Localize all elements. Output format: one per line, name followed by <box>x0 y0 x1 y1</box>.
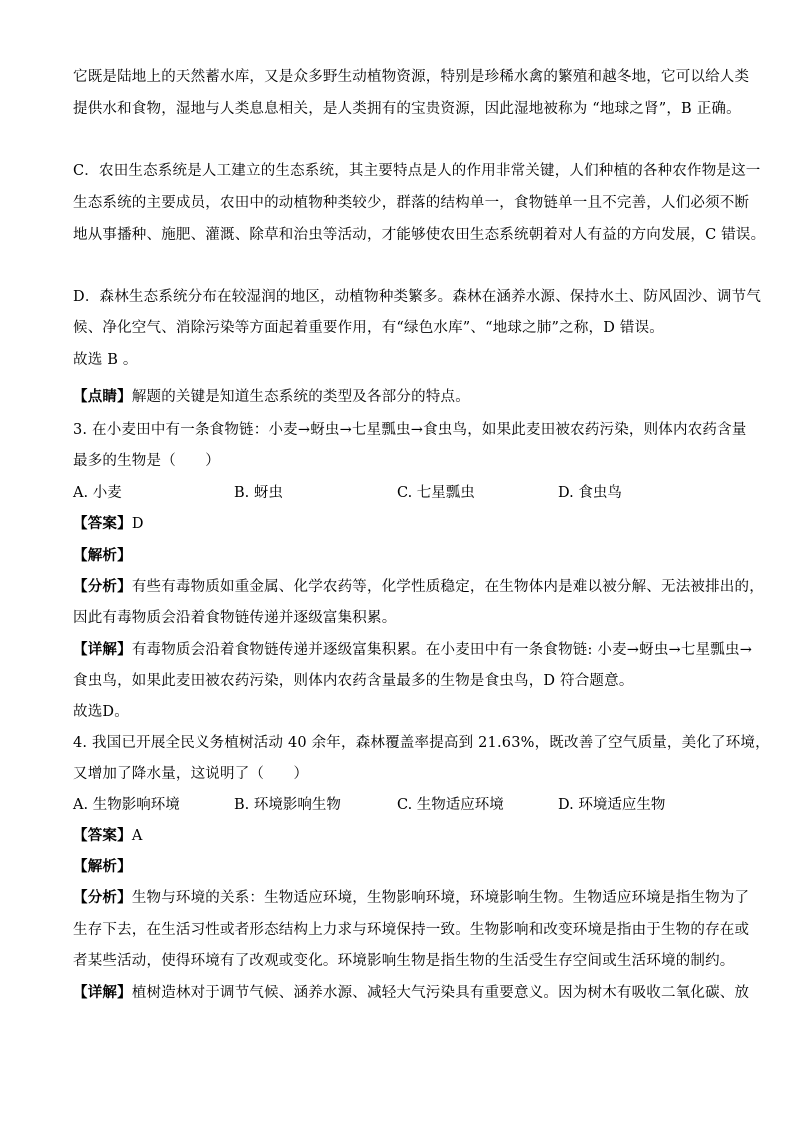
q2-tip-text: 解题的关键是知道生态系统的类型及各部分的特点。 <box>131 389 470 405</box>
q3-choice: 故选D。 <box>73 704 129 720</box>
q4-option-c: C. 生物适应环境 <box>397 797 504 813</box>
q3-xiangjie-tag: 【详解】 <box>73 641 132 658</box>
q3-xiangjie-text-1: 有毒物质会沿着食物链传递并逐级富集积累。在小麦田中有一条食物链: 小麦→蚜虫→七星瓢虫→ <box>131 642 753 658</box>
q4-answer <box>73 826 142 846</box>
q4-analysis-tag: 【解析】 <box>73 858 132 875</box>
para-d-line-1: D．森林生态系统分布在较湿润的地区，动植物种类繁多。森林在涵养水源、保持水土、防风固沙、调节气 <box>73 289 762 305</box>
q3-fenxi-line-2: 因此有毒物质会沿着食物链传递并逐级富集积累。 <box>73 610 397 626</box>
q4-fenxi-line-1 <box>73 888 749 908</box>
para-c-line-1: C．农田生态系统是人工建立的生态系统，其主要特点是人的作用非常关键，人们种植的各种农作物是这一 <box>73 163 761 179</box>
para-b-line-1: 它既是陆地上的天然蓄水库，又是众多野生动植物资源，特别是珍稀水禽的繁殖和越冬地，它可以给人类 <box>73 69 750 85</box>
para-d-line-2: 候、净化空气、消除污染等方面起着重要作用，有“绿色水库”、“地球之肺”之称，D 错误。 <box>73 320 664 336</box>
q4-answer-value: A <box>131 828 143 844</box>
q3-answer-value: D <box>131 516 144 532</box>
q4-fenxi-line-3: 者某些活动，使得环境有了改观或变化。环境影响生物是指生物的生活受生存空间或生活环境的制约。 <box>73 953 735 969</box>
q3-analysis-tag: 【解析】 <box>73 547 132 564</box>
q4-xiangjie-tag: 【详解】 <box>73 984 132 1001</box>
q4-fenxi-line-2: 生存下去，在生活习性或者形态结构上力求与环境保持一致。生物影响和改变环境是指由于生物的存在或 <box>73 922 750 938</box>
q4-fenxi-text-1: 生物与环境的关系：生物适应环境，生物影响环境，环境影响生物。生物适应环境是指生物为了 <box>131 890 750 906</box>
q3-option-c: C. 七星瓢虫 <box>397 485 475 501</box>
q4-fenxi-tag: 【分析】 <box>73 889 132 906</box>
q3-option-a: A. 小麦 <box>73 485 122 501</box>
q3-answer-tag: 【答案】 <box>73 515 132 532</box>
q3-option-b: B. 蚜虫 <box>234 485 283 501</box>
q4-stem-line-1: 4. 我国已开展全民义务植树活动 40 余年，森林覆盖率提高到 21.63%，既改善了空气质量，美化了环境， <box>73 735 770 751</box>
q3-xiangjie-line-1 <box>73 640 752 660</box>
q4-option-a: A. 生物影响环境 <box>73 797 180 813</box>
q3-answer <box>73 514 144 534</box>
q3-fenxi-line-1 <box>73 577 764 597</box>
q4-option-b: B. 环境影响生物 <box>234 797 341 813</box>
q4-xiangjie-text-1: 植树造林对于调节气候、涵养水源、减轻大气污染具有重要意义。因为树木有吸收二氧化碳、放 <box>131 985 750 1001</box>
q3-stem-line-1: 3. 在小麦田中有一条食物链：小麦→蚜虫→七星瓢虫→食虫鸟，如果此麦田被农药污染，则体内农药含量 <box>73 422 747 438</box>
para-b-line-2: 提供水和食物，湿地与人类息息相关，是人类拥有的宝贵资源，因此湿地被称为 “地球之肾”，B 正确。 <box>73 101 741 117</box>
q4-stem-line-2: 又增加了降水量，这说明了（ ） <box>73 766 309 782</box>
q4-option-d: D. 环境适应生物 <box>558 797 666 813</box>
q2-choice: 故选 B 。 <box>73 352 138 368</box>
q2-tip <box>73 387 470 407</box>
q3-fenxi-tag: 【分析】 <box>73 578 132 595</box>
q3-stem-line-2: 最多的生物是（ ） <box>73 453 220 469</box>
para-c-line-3: 地从事播种、施肥、灌溉、除草和治虫等活动，才能够使农田生态系统朝着对人有益的方向发展，C 错误。 <box>73 227 766 243</box>
q2-tip-tag: 【点睛】 <box>73 388 132 405</box>
q3-fenxi-text-1: 有些有毒物质如重金属、化学农药等，化学性质稳定，在生物体内是难以被分解、无法被排出的， <box>131 579 764 595</box>
para-c-line-2: 生态系统的主要成员，农田中的动植物种类较少，群落的结构单一，食物链单一且不完善，人们必须不断 <box>73 195 750 211</box>
q4-xiangjie-line-1 <box>73 983 749 1003</box>
q3-option-d: D. 食虫鸟 <box>558 485 622 501</box>
q3-xiangjie-line-2: 食虫鸟，如果此麦田被农药污染，则体内农药含量最多的生物是食虫鸟，D 符合题意。 <box>73 673 634 689</box>
q4-answer-tag: 【答案】 <box>73 827 132 844</box>
